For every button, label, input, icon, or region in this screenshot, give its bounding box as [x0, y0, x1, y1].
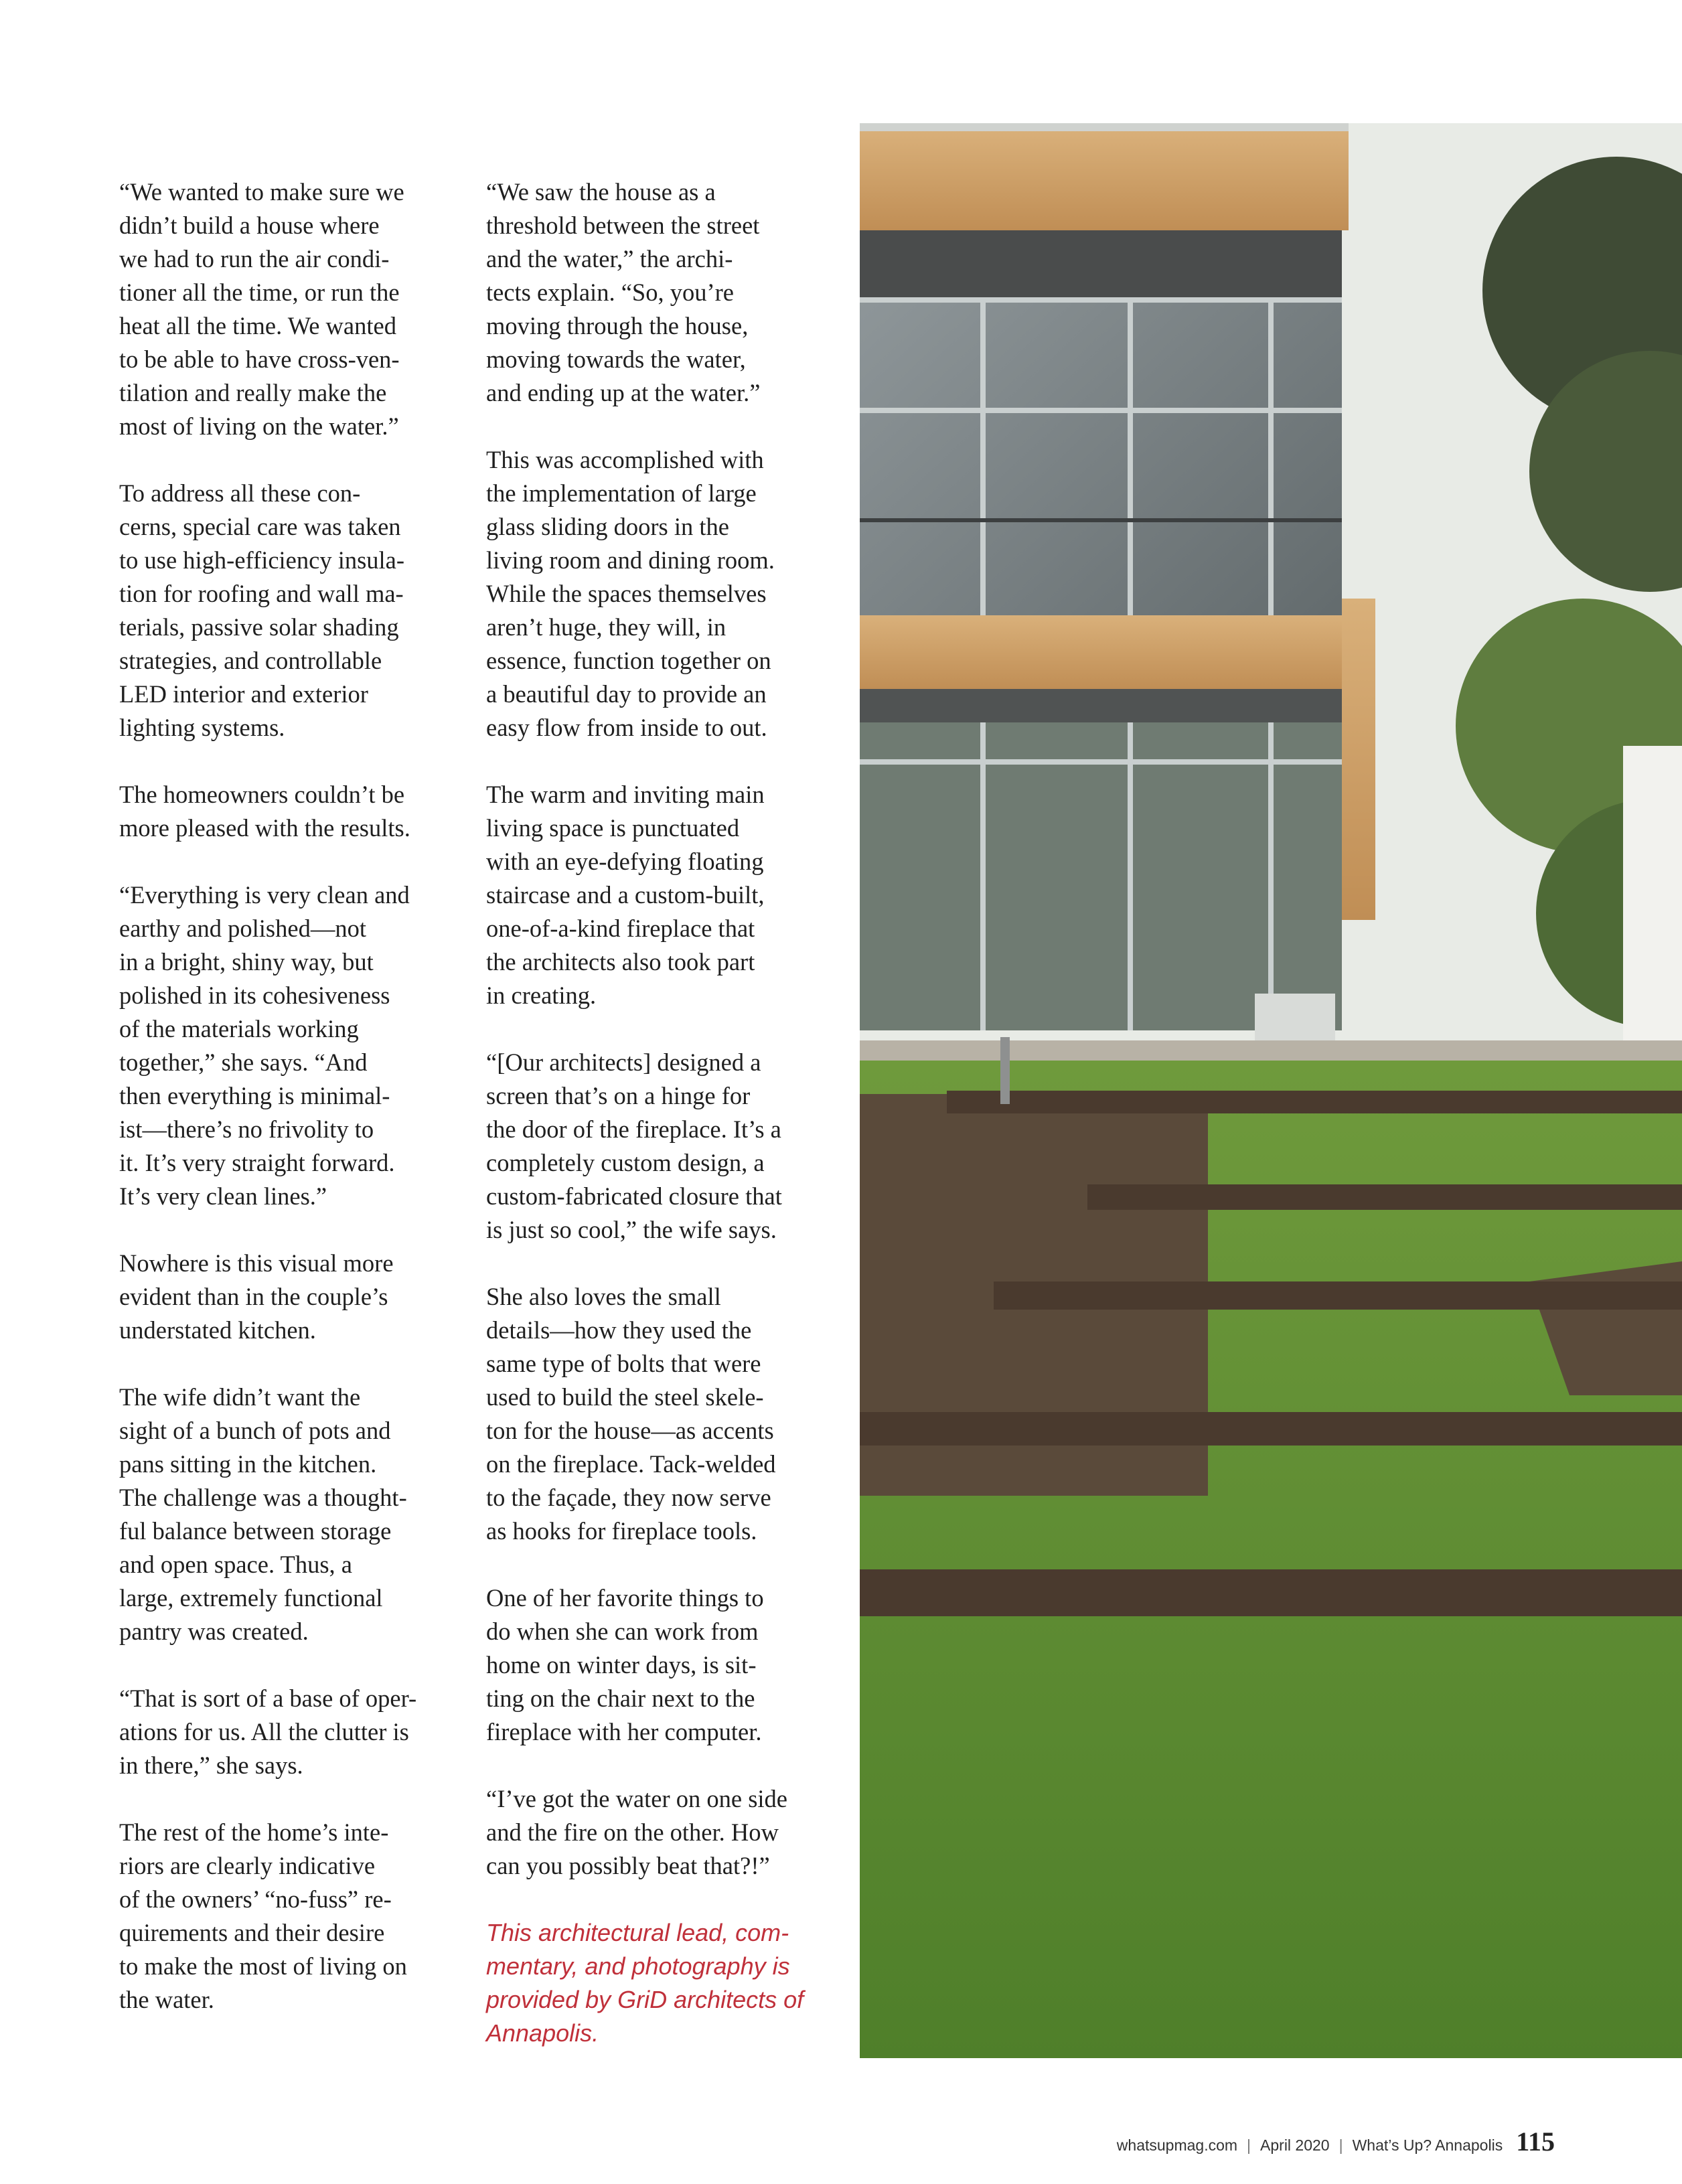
text-line: The rest of the home’s inte-	[119, 1818, 389, 1846]
text-line: tilation and really make the	[119, 379, 387, 406]
text-line: is just so cool,” the wife says.	[486, 1216, 777, 1243]
text-line: To address all these con-	[119, 479, 361, 507]
text-line: pantry was created.	[119, 1618, 309, 1645]
text-line: in there,” she says.	[119, 1751, 303, 1779]
text-line: “[Our architects] designed a	[486, 1048, 761, 1076]
text-line: completely custom design, a	[486, 1149, 765, 1176]
text-line: one-of-a-kind fireplace that	[486, 915, 755, 942]
text-line: living room and dining room.	[486, 546, 775, 574]
text-line: ful balance between storage	[119, 1517, 392, 1545]
text-line: a beautiful day to provide an	[486, 680, 767, 708]
text-line: the implementation of large	[486, 479, 757, 507]
caption-line: This architectural lead, com-	[486, 1919, 789, 1946]
footer-separator: |	[1247, 2136, 1251, 2154]
text-line: on the fireplace. Tack-welded	[486, 1450, 776, 1478]
text-line: the water.	[119, 1986, 214, 2013]
text-line: then everything is minimal-	[119, 1082, 390, 1109]
text-line: “That is sort of a base of oper-	[119, 1685, 417, 1712]
text-line: cerns, special care was taken	[119, 513, 401, 540]
text-line: home on winter days, is sit-	[486, 1651, 757, 1679]
text-line: “We wanted to make sure we	[119, 178, 404, 206]
paragraph	[119, 778, 467, 845]
text-line: the architects also took part	[486, 948, 755, 976]
paragraph	[486, 1046, 841, 1247]
text-line: The wife didn’t want the	[119, 1383, 361, 1411]
text-line: screen that’s on a hinge for	[486, 1082, 751, 1109]
text-line: While the spaces themselves	[486, 580, 767, 607]
text-line: threshold between the street	[486, 212, 760, 239]
text-line: fireplace with her computer.	[486, 1718, 762, 1745]
footer-date: April 2020	[1260, 2136, 1330, 2154]
text-line: sight of a bunch of pots and	[119, 1417, 391, 1444]
text-line: ist—there’s no frivolity to	[119, 1115, 374, 1143]
paragraph	[119, 1816, 467, 2017]
text-line: custom-fabricated closure that	[486, 1182, 782, 1210]
text-line: can you possibly beat that?!”	[486, 1852, 770, 1879]
text-line: easy flow from inside to out.	[486, 714, 767, 741]
text-line: details—how they used the	[486, 1316, 752, 1344]
text-line: It’s very clean lines.”	[119, 1182, 327, 1210]
footer-publication: What’s Up? Annapolis	[1352, 2136, 1503, 2154]
text-line: large, extremely functional	[119, 1584, 383, 1612]
text-line: riors are clearly indicative	[119, 1852, 376, 1879]
paragraph	[486, 443, 841, 745]
article-column-right	[486, 175, 841, 2084]
text-line: to use high-efficiency insula-	[119, 546, 405, 574]
text-line: heat all the time. We wanted	[119, 312, 396, 339]
text-line: together,” she says. “And	[119, 1048, 368, 1076]
text-line: to be able to have cross-ven-	[119, 345, 400, 373]
text-line: “Everything is very clean and	[119, 881, 410, 909]
text-line: to the façade, they now serve	[486, 1484, 771, 1511]
text-line: LED interior and exterior	[119, 680, 368, 708]
caption-line: Annapolis.	[486, 2019, 599, 2047]
text-line: evident than in the couple’s	[119, 1283, 388, 1310]
footer-site: whatsupmag.com	[1116, 2136, 1238, 2154]
caption-line: mentary, and photography is	[486, 1952, 790, 1980]
text-line: in creating.	[486, 982, 597, 1009]
text-line: ations for us. All the clutter is	[119, 1718, 409, 1745]
text-line: pans sitting in the kitchen.	[119, 1450, 377, 1478]
text-line: of the owners’ “no-fuss” re-	[119, 1885, 392, 1913]
text-line: essence, function together on	[486, 647, 771, 674]
text-line: One of her favorite things to	[486, 1584, 764, 1612]
text-line: moving through the house,	[486, 312, 749, 339]
text-line: the door of the fireplace. It’s a	[486, 1115, 781, 1143]
text-line: glass sliding doors in the	[486, 513, 729, 540]
text-line: strategies, and controllable	[119, 647, 382, 674]
text-line: ton for the house—as accents	[486, 1417, 774, 1444]
text-line: terials, passive solar shading	[119, 613, 399, 641]
text-line: “We saw the house as a	[486, 178, 716, 206]
text-line: and open space. Thus, a	[119, 1551, 352, 1578]
text-line: to make the most of living on	[119, 1952, 407, 1980]
text-line: understated kitchen.	[119, 1316, 316, 1344]
paragraph	[486, 1581, 841, 1749]
text-line: more pleased with the results.	[119, 814, 410, 842]
text-line: and the fire on the other. How	[486, 1818, 779, 1846]
text-line: “I’ve got the water on one side	[486, 1785, 787, 1812]
paragraph	[486, 778, 841, 1012]
text-line: The warm and inviting main	[486, 781, 765, 808]
paragraph	[119, 1247, 467, 1347]
article-column-left	[119, 175, 467, 2050]
text-line: same type of bolts that were	[486, 1350, 761, 1377]
footer-separator: |	[1339, 2136, 1343, 2154]
text-line: we had to run the air condi-	[119, 245, 390, 272]
text-line: aren’t huge, they will, in	[486, 613, 727, 641]
paragraph	[486, 1782, 841, 1883]
text-line: moving towards the water,	[486, 345, 746, 373]
text-line: as hooks for fireplace tools.	[486, 1517, 757, 1545]
text-line: and the water,” the archi-	[486, 245, 733, 272]
text-line: This was accomplished with	[486, 446, 764, 473]
text-line: used to build the steel skele-	[486, 1383, 764, 1411]
text-line: tioner all the time, or run the	[119, 279, 400, 306]
text-line: lighting systems.	[119, 714, 285, 741]
page-footer	[1117, 2126, 1555, 2157]
paragraph	[119, 477, 467, 745]
text-line: The homeowners couldn’t be	[119, 781, 405, 808]
text-line: living space is punctuated	[486, 814, 740, 842]
paragraph	[486, 1280, 841, 1548]
text-line: most of living on the water.”	[119, 412, 399, 440]
text-line: ting on the chair next to the	[486, 1685, 755, 1712]
text-line: it. It’s very straight forward.	[119, 1149, 395, 1176]
text-line: The challenge was a thought-	[119, 1484, 407, 1511]
text-line: and ending up at the water.”	[486, 379, 761, 406]
paragraph	[119, 175, 467, 443]
page-number: 115	[1516, 2126, 1555, 2157]
photo-credit-caption	[486, 1916, 841, 2050]
text-line: do when she can work from	[486, 1618, 759, 1645]
text-line: tion for roofing and wall ma-	[119, 580, 404, 607]
paragraph	[486, 175, 841, 410]
text-line: quirements and their desire	[119, 1919, 385, 1946]
text-line: in a bright, shiny way, but	[119, 948, 374, 976]
caption-line: provided by GriD architects of	[486, 1986, 804, 2013]
text-line: of the materials working	[119, 1015, 359, 1042]
text-line: didn’t build a house where	[119, 212, 380, 239]
text-line: She also loves the small	[486, 1283, 721, 1310]
text-line: with an eye-defying floating	[486, 848, 764, 875]
text-line: earthy and polished—not	[119, 915, 366, 942]
text-line: staircase and a custom-built,	[486, 881, 765, 909]
house-exterior-photo	[860, 123, 1682, 2058]
paragraph	[119, 1381, 467, 1648]
text-line: Nowhere is this visual more	[119, 1249, 394, 1277]
paragraph	[119, 1682, 467, 1782]
paragraph	[119, 878, 467, 1213]
text-line: polished in its cohesiveness	[119, 982, 390, 1009]
text-line: tects explain. “So, you’re	[486, 279, 734, 306]
